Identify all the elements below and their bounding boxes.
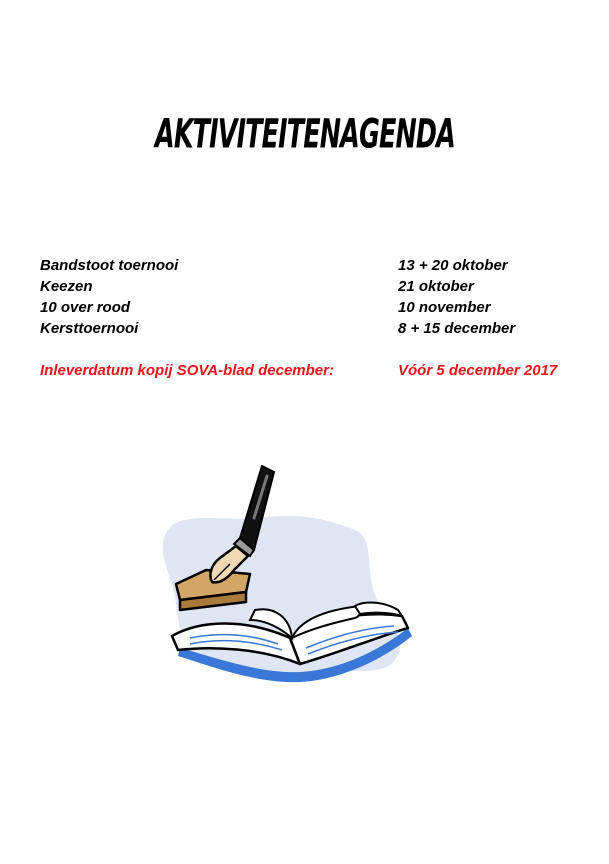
submission-deadline xyxy=(40,362,580,384)
agenda-date: 13 + 20 oktober xyxy=(398,257,508,274)
agenda-row xyxy=(40,299,580,320)
page-title-text: AKTIVITEITENAGENDA xyxy=(152,111,456,158)
page-title xyxy=(150,112,460,172)
agenda-row xyxy=(40,320,580,341)
agenda-activity: Keezen xyxy=(40,278,93,295)
agenda-list xyxy=(40,257,580,341)
deadline-date: Vóór 5 december 2017 xyxy=(398,362,558,379)
agenda-activity: 10 over rood xyxy=(40,299,131,316)
deadline-label: Inleverdatum kopij SOVA-blad december: xyxy=(40,362,334,379)
pen-and-open-book-icon xyxy=(150,460,420,690)
agenda-activity: Kersttoernooi xyxy=(40,320,139,337)
pen-and-book-illustration xyxy=(150,460,420,690)
agenda-activity: Bandstoot toernooi xyxy=(40,257,179,274)
agenda-date: 8 + 15 december xyxy=(398,320,516,337)
page-title-wordart xyxy=(150,112,460,172)
agenda-date: 10 november xyxy=(398,299,491,316)
agenda-date: 21 oktober xyxy=(398,278,474,295)
agenda-row xyxy=(40,257,580,278)
agenda-row xyxy=(40,278,580,299)
